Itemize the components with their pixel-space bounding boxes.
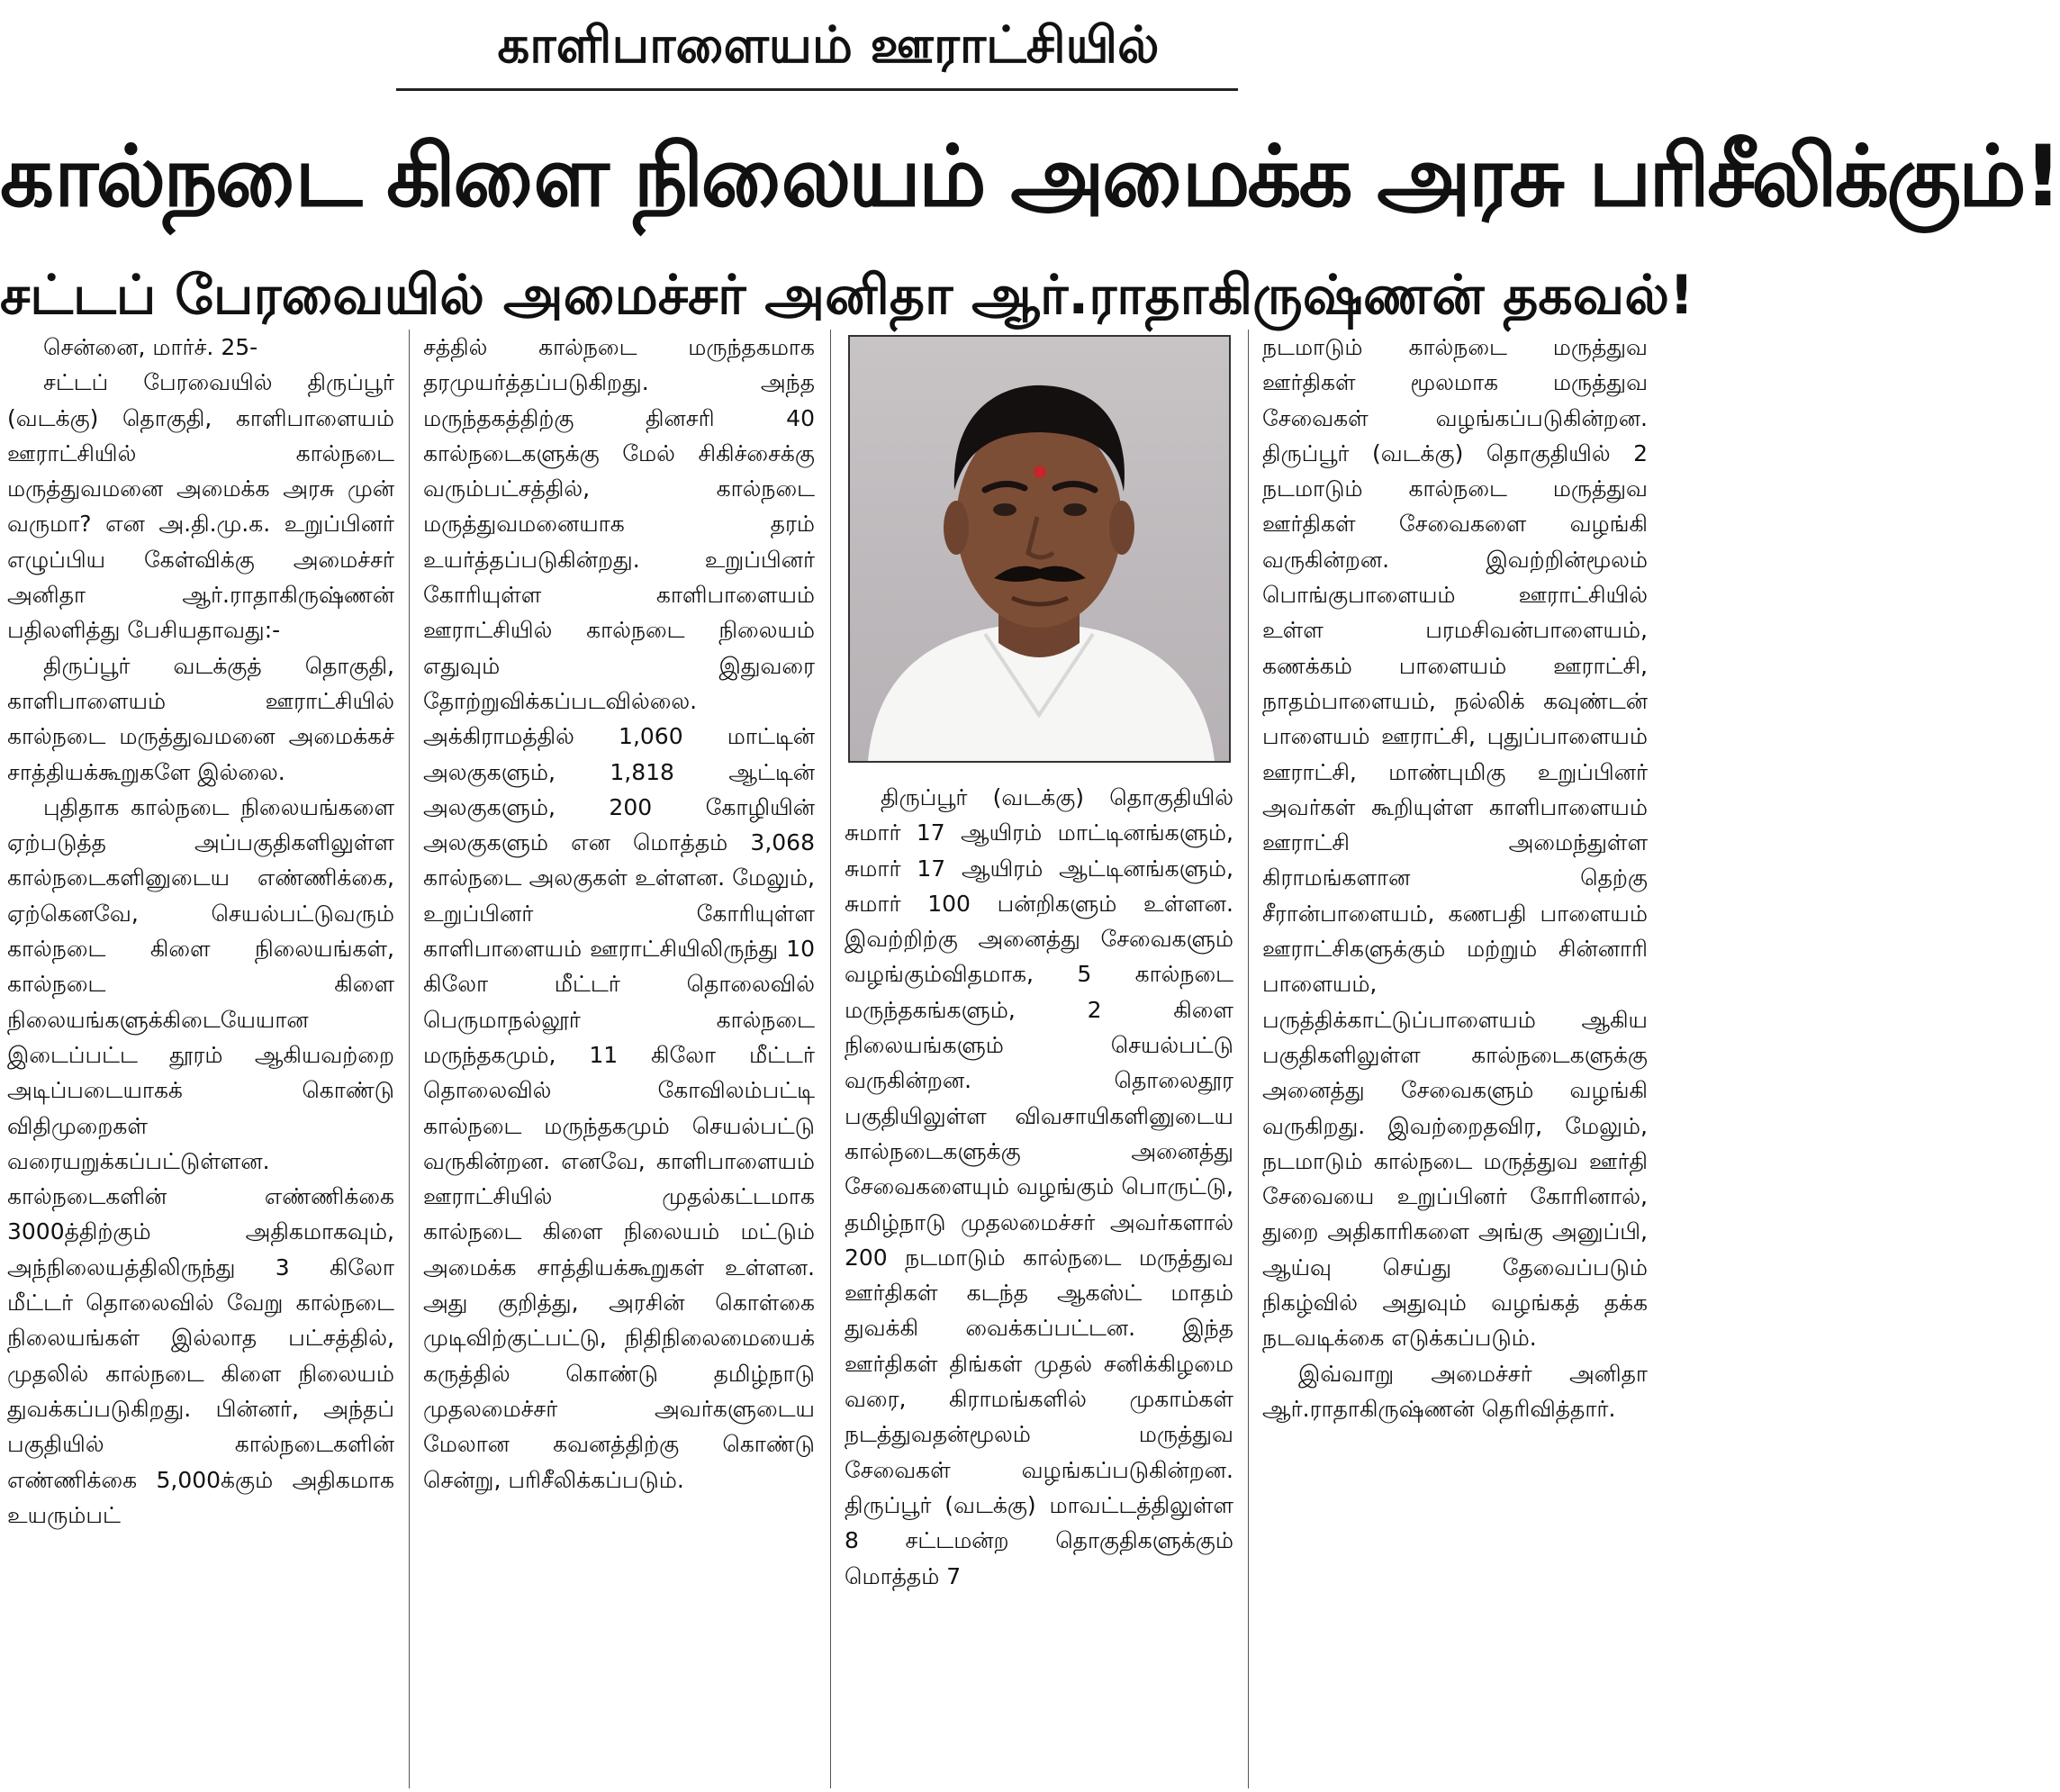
article-column-3 [845,780,1233,1788]
dateline: சென்னை, மார்ச். 25- [43,334,258,360]
article-column-1 [7,330,394,1788]
minister-portrait-photo [848,335,1231,763]
kicker-divider [396,88,1238,91]
portrait-illustration [850,337,1229,761]
paragraph: புதிதாக கால்நடை நிலையங்களை ஏற்படுத்த அப்பகுதிகளிலுள்ள கால்நடைகளினுடைய எண்ணிக்கை, ஏற்கெனவே, செயல்பட்டுவரும் கால்நடை கிளை நிலையங்கள், கால்நடை கிளை நிலையங்களுக்கிடையேயான இடைப்பட்ட தூரம் ஆகியவற்றை அடிப்படையாகக் கொண்டு விதிமுறைகள் வரையறுக்கப்பட்டுள்ளன. கால்நடைகளின் எண்ணிக்கை 3000த்திற்கும் அதிகமாகவும், அந்நிலையத்திலிருந்து 3 கிலோ மீட்டர் தொலைவில் வேறு கால்நடை நிலையங்கள் இல்லாத பட்சத்தில், முதலில் கால்நடை கிளை நிலையம் துவக்கப்படுகிறது. பின்னர், அந்தப் பகுதியில் கால்நடைகளின் எண்ணிக்கை 5,000க்கும் அதிகமாக உயரும்பட் [7,793,394,1528]
headline: கால்நடை கிளை நிலையம் அமைக்க அரசு பரிசீலிக்கும்! [0,128,2060,226]
column-divider [830,330,831,1788]
column-divider [409,330,410,1788]
column-divider [1248,330,1249,1788]
paragraph: நடமாடும் கால்நடை மருத்துவ ஊர்திகள் மூலமாக மருத்துவ சேவைகள் வழங்கப்படுகின்றன. திருப்பூர் (வடக்கு) தொகுதியில் 2 நடமாடும் கால்நடை மருத்துவ ஊர்திகள் சேவைகளை வழங்கி வருகின்றன. இவற்றின்மூலம் பொங்குபாளையம் ஊராட்சியில் உள்ள பரமசிவன்பாளையம், கணக்கம் பாளையம் ஊராட்சி, நாதம்பாளையம், நல்லிக் கவுண்டன் பாளையம் ஊராட்சி, புதுப்பாளையம் ஊராட்சி, மாண்புமிகு உறுப்பினர் அவர்கள் கூறியுள்ள காளிபாளையம் ஊராட்சி அமைந்துள்ள கிராமங்களான தெற்கு சீரான்பாளையம், கணபதி பாளையம் ஊராட்சிகளுக்கும் மற்றும் சின்னாரி பாளையம், பருத்திக்காட்டுப்பாளையம் ஆகிய பகுதிகளிலுள்ள கால்நடைகளுக்கு அனைத்து சேவைகளும் வழங்கி வருகிறது. இவற்றைதவிர, மேலும், நடமாடும் கால்நடை மருத்துவ ஊர்தி சேவையை உறுப்பினர் கோரினால், துறை அதிகாரிகளை அங்கு அனுப்பி, ஆய்வு செய்து தேவைப்படும் நிகழ்வில் அதுவும் வழங்கத் தக்க நடவடிக்கை எடுக்கப்படும். [1262,334,1648,1352]
subheadline: சட்டப் பேரவையில் அமைச்சர் அனிதா ஆர்.ராதாகிருஷ்ணன் தகவல்! [0,264,1694,327]
paragraph: சத்தில் கால்நடை மருந்தகமாக தரமுயர்த்தப்படுகிறது. அந்த மருந்தகத்திற்கு தினசரி 40 கால்நடைகளுக்கு மேல் சிகிச்சைக்கு வரும்பட்சத்தில், கால்நடை மருத்துவமனையாக தரம் உயர்த்தப்படுகின்றது. உறுப்பினர் கோரியுள்ள காளிபாளையம் ஊராட்சியில் கால்நடை நிலையம் எதுவும் இதுவரை தோற்றுவிக்கப்படவில்லை. அக்கிராமத்தில் 1,060 மாட்டின் அலகுகளும், 1,818 ஆட்டின் அலகுகளும், 200 கோழியின் அலகுகளும் என மொத்தம் 3,068 கால்நடை அலகுகள் உள்ளன. மேலும், உறுப்பினர் கோரியுள்ள காளிபாளையம் ஊராட்சியிலிருந்து 10 கிலோ மீட்டர் தொலைவில் பெருமாநல்லூர் கால்நடை மருந்தகமும், 11 கிலோ மீட்டர் தொலைவில் கோவிலம்பட்டி கால்நடை மருந்தகமும் செயல்பட்டு வருகின்றன. எனவே, காளிபாளையம் ஊராட்சியில் முதல்கட்டமாக கால்நடை கிளை நிலையம் மட்டும் அமைக்க சாத்தியக்கூறுகள் உள்ளன. அது குறித்து, அரசின் கொள்கை முடிவிற்குட்பட்டு, நிதிநிலைமையைக் கருத்தில் கொண்டு தமிழ்நாடு முதலமைச்சர் அவர்களுடைய மேலான கவனத்திற்கு கொண்டு சென்று, பரிசீலிக்கப்படும். [423,334,815,1493]
closing-paragraph: இவ்வாறு அமைச்சர் அனிதா ஆர்.ராதாகிருஷ்ணன் தெரிவித்தார். [1262,1360,1648,1422]
kicker-heading: காளிபாளையம் ஊராட்சியில் [497,16,1160,75]
article-column-2 [423,330,815,1788]
paragraph: திருப்பூர் (வடக்கு) தொகுதியில் சுமார் 17 ஆயிரம் மாட்டினங்களும், சுமார் 17 ஆயிரம் ஆட்டினங்களும், சுமார் 100 பன்றிகளும் உள்ளன. இவற்றிற்கு அனைத்து சேவைகளும் வழங்கும்விதமாக, 5 கால்நடை மருந்தகங்களும், 2 கிளை நிலையங்களும் செயல்பட்டு வருகின்றன. தொலைதூர பகுதியிலுள்ள விவசாயிகளினுடைய கால்நடைகளுக்கு அனைத்து சேவைகளையும் வழங்கும் பொருட்டு, தமிழ்நாடு முதலமைச்சர் அவர்களால் 200 நடமாடும் கால்நடை மருத்துவ ஊர்திகள் கடந்த ஆகஸ்ட் மாதம் துவக்கி வைக்கப்பட்டன. இந்த ஊர்திகள் திங்கள் முதல் சனிக்கிழமை வரை, கிராமங்களில் முகாம்கள் நடத்துவதன்மூலம் மருத்துவ சேவைகள் வழங்கப்படுகின்றன. திருப்பூர் (வடக்கு) மாவட்டத்திலுள்ள 8 சட்டமன்ற தொகுதிகளுக்கும் மொத்தம் 7 [845,784,1233,1589]
paragraph: திருப்பூர் வடக்குத் தொகுதி, காளிபாளையம் ஊராட்சியில் கால்நடை மருத்துவமனை அமைக்கச் சாத்தியக்கூறுகளே இல்லை. [7,652,394,785]
paragraph: சட்டப் பேரவையில் திருப்பூர் (வடக்கு) தொகுதி, காளிபாளையம் ஊராட்சியில் கால்நடை மருத்துவமனை அமைக்க அரசு முன் வருமா? என அ.தி.மு.க. உறுப்பினர் எழுப்பிய கேள்விக்கு அமைச்சர் அனிதா ஆர்.ராதாகிருஷ்ணன் பதிலளித்து பேசியதாவது:- [7,369,394,644]
article-column-4 [1262,330,1648,1788]
